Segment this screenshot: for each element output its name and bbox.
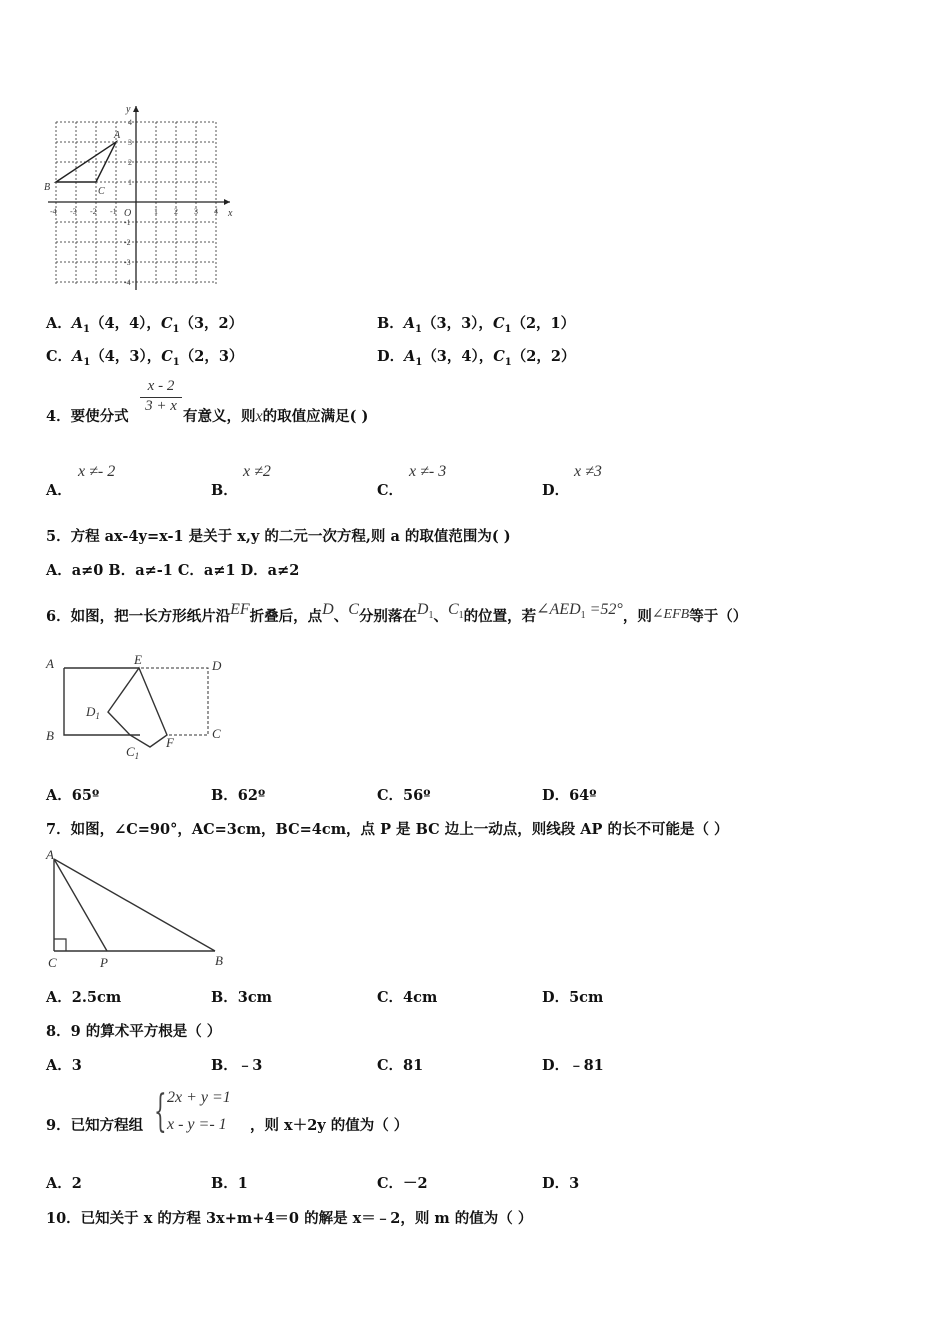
q4-option-d-key: D．	[542, 482, 570, 499]
q4-option-b-key: B．	[211, 482, 238, 499]
point-a-label: A	[46, 847, 54, 862]
y-tick: -1	[124, 218, 131, 227]
q7-option-b: B．3cm	[211, 989, 273, 1006]
point-f-label: F	[166, 735, 174, 750]
q7-option-d: D．5cm	[542, 989, 604, 1006]
x-axis-label: x	[228, 208, 233, 219]
point-b-label: B	[46, 728, 54, 743]
point-c-label: C	[212, 726, 221, 741]
right-triangle-figure	[42, 845, 237, 973]
q6-question: 6．如图，把一长方形纸片沿EF折叠后，点D、C分别落在$D_1$、$C_1$的位置，若$\angle AED_1 =52^\circ$，则∠EFB等于（）	[46, 601, 748, 625]
coordinate-grid-figure	[44, 100, 244, 295]
point-c1-label: $C_1$	[126, 744, 140, 761]
y-axis-label: y	[126, 104, 131, 115]
q3-option-d: D．$A_1(3$，4），$C_1(2$，2）	[377, 348, 576, 368]
x-tick: 3	[194, 207, 198, 216]
q7-option-c: C．4cm	[377, 989, 438, 1006]
q8-question: 8．9 的算术平方根是（ ）	[46, 1023, 222, 1040]
q9-option-a: A．2	[46, 1175, 82, 1192]
y-tick: -4	[124, 278, 131, 287]
y-tick: 1	[128, 178, 132, 187]
q9-option-b: B．1	[211, 1175, 248, 1192]
x-tick: -4	[50, 207, 57, 216]
q9-question: 9．已知方程组	[46, 1117, 144, 1134]
q4-option-d-value: x ≠3	[574, 463, 602, 480]
q10-question: 10．已知关于 x 的方程 3x+m+4＝0 的解是 x＝﹣2，则 m 的值为（ ）	[46, 1210, 533, 1227]
q9-question-tail: ，则 x＋2y 的值为（ ）	[250, 1117, 409, 1134]
q5-question: 5．方程 ax-4y=x-1 是关于 x,y 的二元一次方程,则 a 的取值范围为( )	[46, 528, 511, 545]
q4-fraction: x - 2 3 + x	[140, 378, 182, 415]
q7-question: 7．如图，∠C=90°，AC=3cm，BC=4cm，点 P 是 BC 边上一动点，则线段 AP 的长不可能是（ ）	[46, 821, 729, 838]
point-d-label: D	[212, 658, 222, 673]
point-a-label: A	[46, 656, 54, 671]
brace-icon: {	[154, 1086, 167, 1137]
q8-option-b: B．﹣3	[211, 1057, 263, 1074]
y-tick: -2	[124, 238, 131, 247]
x-tick: 2	[174, 207, 178, 216]
point-d1-label: $D_1$	[86, 704, 100, 721]
x-tick: -1	[110, 207, 117, 216]
q4-option-a-key: A．	[46, 482, 72, 499]
q6-option-c: C．56º	[377, 787, 431, 804]
point-c-label: C	[48, 955, 57, 970]
point-c-label: C	[98, 186, 105, 197]
x-tick: 1	[154, 207, 158, 216]
q4-option-a-value: x ≠- 2	[78, 463, 116, 480]
y-tick: 4	[128, 118, 132, 127]
q4-option-c-value: x ≠- 3	[409, 463, 447, 480]
q3-option-c: C．$A_1(4$，3），$C_1(2$，3）	[46, 348, 244, 368]
folded-rectangle-figure	[42, 650, 232, 765]
q8-option-a: A．3	[46, 1057, 82, 1074]
q6-option-a: A．65º	[46, 787, 100, 804]
y-tick: -3	[124, 258, 131, 267]
y-tick: 2	[128, 158, 132, 167]
q7-option-a: A．2.5cm	[46, 989, 122, 1006]
point-b-label: B	[44, 182, 51, 193]
q4-option-b-value: x ≠2	[243, 463, 271, 480]
x-tick: -3	[70, 207, 77, 216]
q9-option-d: D．3	[542, 1175, 580, 1192]
origin-label: O	[124, 208, 132, 219]
q6-option-d: D．64º	[542, 787, 597, 804]
point-p-label: P	[100, 955, 108, 970]
q3-option-b: B．$A_1(3$，3），$C_1(2$，1）	[377, 315, 576, 335]
q4-option-c-key: C．	[377, 482, 404, 499]
point-a-label: A	[114, 130, 121, 141]
q9-option-c: C．－2	[377, 1175, 428, 1192]
q3-option-a: A．$A_1(4$，4），$C_1(3$，2）	[46, 315, 244, 335]
q9-equation-1: 2x + y =1	[167, 1089, 231, 1106]
y-tick: 3	[128, 138, 132, 147]
q4-question-tail: 有意义，则x的取值应满足( )	[183, 408, 369, 425]
point-e-label: E	[134, 652, 142, 667]
q8-option-d: D．﹣81	[542, 1057, 604, 1074]
q5-options: A．a≠0 B．a≠-1 C．a≠1 D．a≠2	[46, 562, 300, 579]
q9-equation-2: x - y =- 1	[167, 1116, 227, 1133]
q4-question: 4．要使分式	[46, 408, 129, 425]
x-tick: 4	[214, 207, 218, 216]
point-b-label: B	[215, 953, 223, 968]
q8-option-c: C．81	[377, 1057, 424, 1074]
q6-option-b: B．62º	[211, 787, 266, 804]
x-tick: -2	[90, 207, 97, 216]
